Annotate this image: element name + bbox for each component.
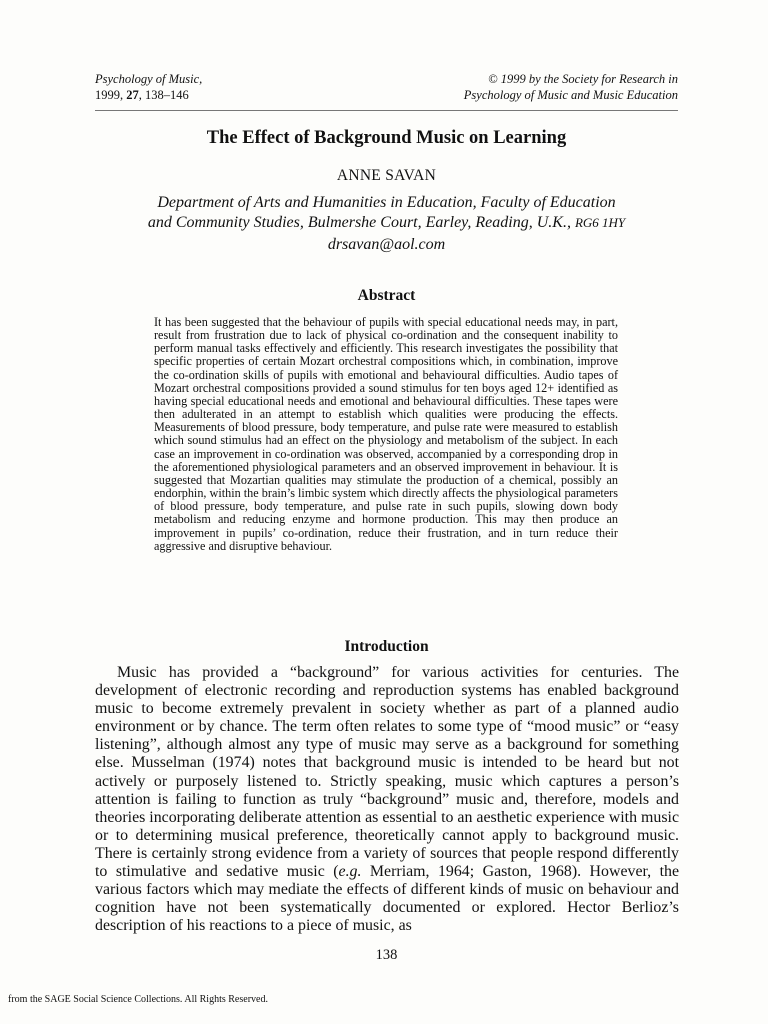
author-email: drsavan@aol.com <box>327 236 446 253</box>
journal-volume: 27 <box>126 88 139 102</box>
introduction-heading: Introduction <box>344 638 429 655</box>
journal-pages: , 138–146 <box>138 88 189 102</box>
copyright-line-1: © 1999 by the Society for Research in <box>488 72 678 86</box>
copyright-line-2: Psychology of Music and Music Education <box>463 88 678 102</box>
introduction-paragraph <box>95 664 679 935</box>
journal-citation <box>95 71 202 103</box>
article-title: The Effect of Background Music on Learning <box>206 128 567 148</box>
journal-year: 1999, <box>95 88 127 102</box>
intro-text-part-2: Merriam, 1964; Gaston, 1968). However, the various factors which may mediate the effects of different kinds of music on behaviour and cognition have not been systematically documented or explored. Hector Berlioz’s description of his reactions to a piece of music, as <box>95 863 679 935</box>
header-divider <box>95 110 678 111</box>
affiliation-line-2: and Community Studies, Bulmershe Court, Earley, Reading, U.K., <box>147 214 575 231</box>
author-affiliation <box>80 193 693 233</box>
affiliation-postcode: RG6 1HY <box>574 215 626 230</box>
affiliation-line-1: Department of Arts and Humanities in Education, Faculty of Education <box>157 194 616 211</box>
page-number: 138 <box>375 947 398 963</box>
abstract-text: It has been suggested that the behaviour of pupils with special educational needs may, in part, result from frustration due to lack of physical co-ordination and the consequent inability to perform manual tasks effectively and efficiently. This research investigates the possibility that specific properties of certain Mozart orchestral compositions which, in combination, improve the co-ordination skills of pupils with emotional and behavioural difficulties. Audio tapes of Mozart orchestral compositions provided a sound stimulus for ten boys aged 12+ identified as having special educational needs and emotional and behavioural difficulties. These tapes were then adulterated in an attempt to establish which qualities were producing the effects. Measurements of blood pressure, body temperature, and pulse rate were measured to establish which sound stimulus had an effect on the physiology and metabolism of the subject. In each case an improvement in co-ordination was observed, accompanied by a corresponding drop in the aforementioned physiological parameters and an observed improvement in behaviour. It is suggested that Mozartian qualities may stimulate the production of a chemical, possibly an endorphin, within the brain’s limbic system which directly affects the physiological parameters of blood pressure, body temperature, and pulse rate in such pupils, slowing down body metabolism and reducing enzyme and hormone production. This may then produce an improvement in pupils’ co-ordination, reduce their frustration, and in turn reduce their aggressive and disruptive behaviour. <box>154 315 618 553</box>
copyright-notice <box>464 71 678 103</box>
footer-notice: from the SAGE Social Science Collections. All Rights Reserved. <box>8 994 268 1005</box>
intro-text-eg: e.g. <box>338 863 362 881</box>
intro-text-part-1: Music has provided a “background” for various activities for centuries. The development of electronic recording and reproduction systems has enabled background music to become extremely prevalent in society whether as part of a planned audio environment or by chance. The term often relates to some type of “mood music” or “easy listening”, although almost any type of music may serve as a background for something else. Musselman (1974) notes that background music is intended to be heard but not actively or purposely listened to. Strictly speaking, music which captures a person’s attention is failing to function as truly “background” music and, therefore, models and theories incorporating deliberate attention as essential to an aesthetic experience with music or to determining musical preference, theoretically cannot apply to background music. There is certainly strong evidence from a variety of sources that people respond differently to stimulative and sedative music ( <box>95 664 679 881</box>
abstract-heading: Abstract <box>357 287 416 304</box>
author-name: ANNE SAVAN <box>336 167 437 184</box>
journal-name: Psychology of Music, <box>95 72 203 86</box>
